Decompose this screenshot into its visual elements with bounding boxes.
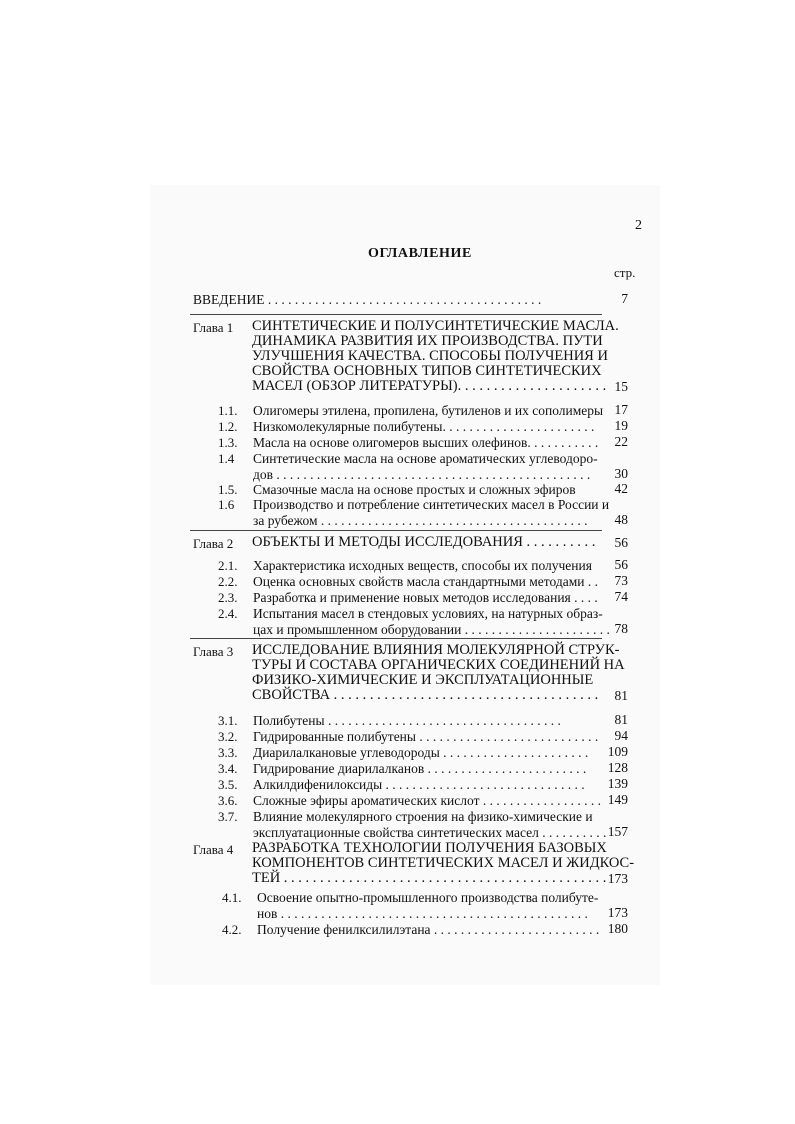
section-1-5-page: 42 [614, 481, 628, 496]
chapter-2-label: Глава 2 [193, 536, 234, 551]
section-1-4-num: 1.4 [218, 451, 235, 466]
section-1-1-page: 17 [614, 402, 628, 417]
chapter-divider [190, 638, 602, 639]
chapter-3-title-line-2[interactable]: ТУРЫ И СОСТАВА ОРГАНИЧЕСКИХ СОЕДИНЕНИЙ НА [252, 657, 625, 673]
section-1-3-title[interactable]: Масла на основе олигомеров высших олефинов. . . . . . . . . . . [253, 435, 599, 450]
section-2-4-num: 2.4. [218, 606, 238, 621]
section-1-4-title-line-1[interactable]: Синтетические масла на основе ароматических углеводоро- [253, 451, 598, 466]
section-3-3-title[interactable]: Диарилалкановые углеводороды . . . . . . . . . . . . . . . . . . . . . . [253, 745, 589, 760]
section-3-5-num: 3.5. [218, 777, 238, 792]
section-3-7-title-line-2[interactable]: эксплуатационные свойства синтетических масел . . . . . . . . . . [253, 825, 607, 840]
section-2-2-page: 73 [614, 573, 628, 588]
section-3-5-page: 139 [607, 776, 628, 791]
chapter-4-title-line-2[interactable]: КОМПОНЕНТОВ СИНТЕТИЧЕСКИХ МАСЕЛ И ЖИДКОС- [252, 855, 635, 871]
section-4-1-num: 4.1. [222, 890, 242, 905]
section-1-6-num: 1.6 [218, 497, 235, 512]
toc-entry-intro[interactable]: ВВЕДЕНИЕ . . . . . . . . . . . . . . . . . . . . . . . . . . . . . . . . . . . . . . . . . [193, 292, 542, 307]
chapter-4-label: Глава 4 [193, 842, 234, 857]
chapter-1-title-line-3[interactable]: УЛУЧШЕНИЯ КАЧЕСТВА. СПОСОБЫ ПОЛУЧЕНИЯ И [252, 348, 608, 364]
section-2-4-title-line-1[interactable]: Испытания масел в стендовых условиях, на натурных образ- [253, 606, 603, 621]
page-number: 2 [635, 218, 642, 233]
section-3-2-page: 94 [614, 728, 628, 743]
section-2-4-title-line-2[interactable]: цах и промышленном оборудовании . . . . . . . . . . . . . . . . . . . . . . [253, 622, 610, 637]
section-3-1-num: 3.1. [218, 713, 238, 728]
section-4-2-page: 180 [607, 921, 628, 936]
chapter-3-page: 81 [614, 688, 628, 703]
section-3-4-page: 128 [607, 760, 628, 775]
section-1-6-title-line-1[interactable]: Производство и потребление синтетических масел в России и [253, 497, 610, 512]
chapter-4-page: 173 [607, 871, 628, 886]
chapter-1-title-line-5[interactable]: МАСЕЛ (ОБЗОР ЛИТЕРАТУРЫ). . . . . . . . . . . . . . . . . . . . . [252, 378, 607, 394]
section-1-3-num: 1.3. [218, 435, 238, 450]
section-2-1-title[interactable]: Характеристика исходных веществ, способы их получения [253, 558, 592, 573]
section-2-2-num: 2.2. [218, 574, 238, 589]
section-2-1-page: 56 [614, 557, 628, 572]
section-3-1-title[interactable]: Полибутены . . . . . . . . . . . . . . . . . . . . . . . . . . . . . . . . . . . [253, 713, 561, 728]
section-1-1-num: 1.1. [218, 403, 238, 418]
section-4-2-title[interactable]: Получение фенилксилилэтана . . . . . . . . . . . . . . . . . . . . . . . . . [257, 922, 600, 937]
chapter-1-label: Глава 1 [193, 320, 234, 335]
section-3-1-page: 81 [614, 712, 628, 727]
section-3-4-num: 3.4. [218, 761, 238, 776]
chapter-1-page: 15 [614, 379, 628, 394]
section-2-1-num: 2.1. [218, 558, 238, 573]
page-column-label: стр. [614, 265, 636, 280]
section-3-4-title[interactable]: Гидрирование диарилалканов . . . . . . . . . . . . . . . . . . . . . . . . [253, 761, 587, 776]
chapter-2-page: 56 [614, 535, 628, 550]
chapter-4-title-line-1[interactable]: РАЗРАБОТКА ТЕХНОЛОГИИ ПОЛУЧЕНИЯ БАЗОВЫХ [252, 840, 607, 856]
chapter-1-title-line-2[interactable]: ДИНАМИКА РАЗВИТИЯ ИХ ПРОИЗВОДСТВА. ПУТИ [252, 333, 603, 349]
chapter-1-title-line-4[interactable]: СВОЙСТВА ОСНОВНЫХ ТИПОВ СИНТЕТИЧЕСКИХ [252, 363, 602, 379]
section-1-6-title-line-2[interactable]: за рубежом . . . . . . . . . . . . . . . . . . . . . . . . . . . . . . . . . . . . . . . . [253, 513, 588, 528]
section-3-3-num: 3.3. [218, 745, 238, 760]
section-2-4-page: 78 [614, 621, 628, 636]
chapter-4-title-line-3[interactable]: ТЕЙ . . . . . . . . . . . . . . . . . . . . . . . . . . . . . . . . . . . . . . . . . . . . . [252, 870, 607, 886]
section-3-2-num: 3.2. [218, 729, 238, 744]
chapter-2-title-line-1[interactable]: ОБЪЕКТЫ И МЕТОДЫ ИССЛЕДОВАНИЯ . . . . . . . . . . [252, 534, 596, 550]
section-1-6-page: 48 [614, 512, 628, 527]
section-3-7-num: 3.7. [218, 809, 238, 824]
section-1-2-page: 19 [614, 418, 628, 433]
chapter-3-title-line-1[interactable]: ИССЛЕДОВАНИЕ ВЛИЯНИЯ МОЛЕКУЛЯРНОЙ СТРУК- [252, 642, 620, 658]
section-4-1-title-line-1[interactable]: Освоение опытно-промышленного производства полибуте- [257, 890, 599, 905]
chapter-divider [190, 314, 602, 315]
section-3-7-page: 157 [607, 824, 628, 839]
section-3-5-title[interactable]: Алкилдифенилоксиды . . . . . . . . . . . . . . . . . . . . . . . . . . . . . . [253, 777, 585, 792]
section-3-6-page: 149 [607, 792, 628, 807]
section-3-3-page: 109 [607, 744, 628, 759]
section-2-3-num: 2.3. [218, 590, 238, 605]
section-3-6-title[interactable]: Сложные эфиры ароматических кислот . . . . . . . . . . . . . . . . . . [253, 793, 601, 808]
section-1-5-num: 1.5. [218, 482, 238, 497]
section-1-2-title[interactable]: Низкомолекулярные полибутены. . . . . . . . . . . . . . . . . . . . . . . [253, 419, 595, 434]
section-3-7-title-line-1[interactable]: Влияние молекулярного строения на физико-химические и [253, 809, 593, 824]
toc-title: ОГЛАВЛЕНИЕ [368, 246, 472, 261]
chapter-divider [190, 530, 602, 531]
chapter-3-label: Глава 3 [193, 644, 234, 659]
chapter-3-title-line-3[interactable]: ФИЗИКО-ХИМИЧЕСКИЕ И ЭКСПЛУАТАЦИОННЫЕ [252, 672, 594, 688]
toc-entry-intro-page: 7 [621, 291, 628, 306]
section-4-1-page: 173 [607, 905, 628, 920]
section-1-4-title-line-2[interactable]: дов . . . . . . . . . . . . . . . . . . . . . . . . . . . . . . . . . . . . . . . . . . . . . . . [253, 467, 591, 482]
section-1-3-page: 22 [614, 434, 628, 449]
section-1-1-title[interactable]: Олигомеры этилена, пропилена, бутиленов и их сополимеры [253, 403, 604, 418]
section-4-2-num: 4.2. [222, 922, 242, 937]
section-4-1-title-line-2[interactable]: нов . . . . . . . . . . . . . . . . . . . . . . . . . . . . . . . . . . . . . . . . . . . . . . [257, 906, 588, 921]
section-3-6-num: 3.6. [218, 793, 238, 808]
section-1-5-title[interactable]: Смазочные масла на основе простых и сложных эфиров [253, 482, 576, 497]
section-1-2-num: 1.2. [218, 419, 238, 434]
section-3-2-title[interactable]: Гидрированные полибутены . . . . . . . . . . . . . . . . . . . . . . . . . . . [253, 729, 599, 744]
chapter-1-title-line-1[interactable]: СИНТЕТИЧЕСКИЕ И ПОЛУСИНТЕТИЧЕСКИЕ МАСЛА. [252, 318, 619, 334]
section-1-4-page: 30 [614, 466, 628, 481]
chapter-3-title-line-4[interactable]: СВОЙСТВА . . . . . . . . . . . . . . . . . . . . . . . . . . . . . . . . . . . . . [252, 687, 599, 703]
section-2-2-title[interactable]: Оценка основных свойств масла стандартными методами . . [253, 574, 598, 589]
section-2-3-title[interactable]: Разработка и применение новых методов исследования . . . . [253, 590, 598, 605]
section-2-3-page: 74 [614, 589, 628, 604]
